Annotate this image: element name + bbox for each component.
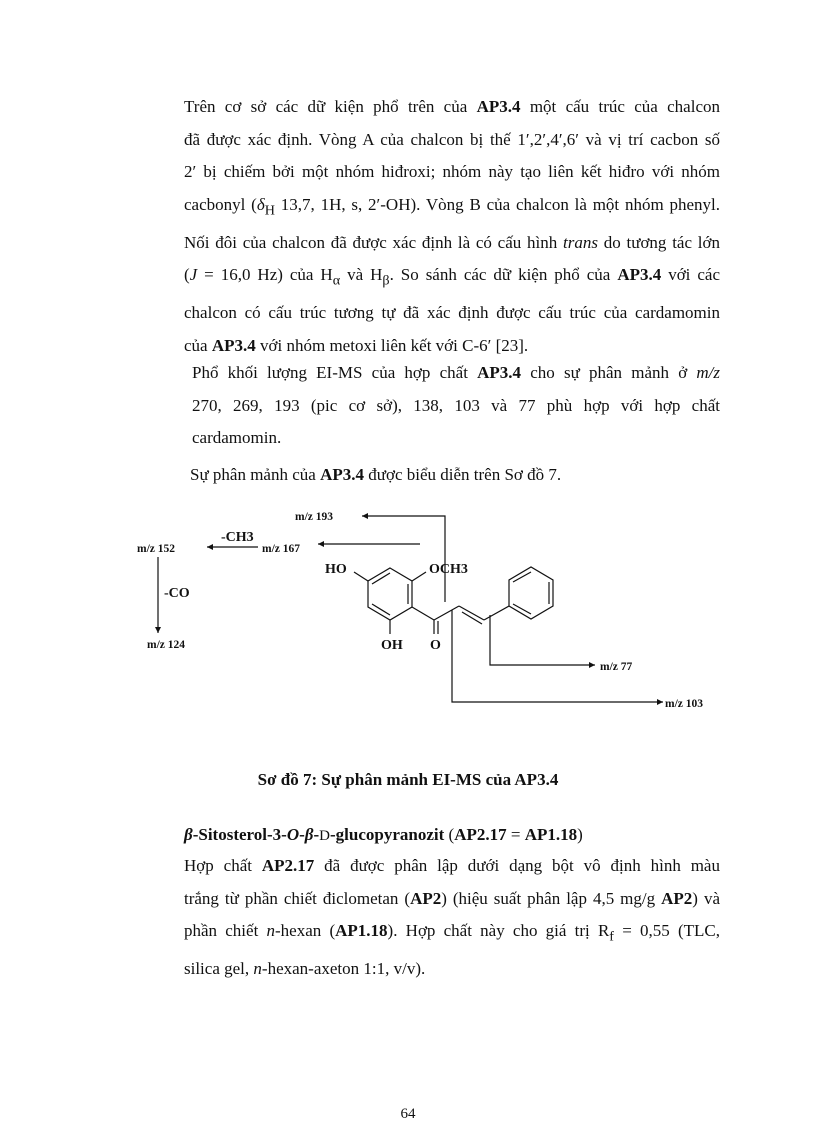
paragraph-structure-chalcon: Trên cơ sở các dữ kiện phổ trên của AP3.4 một cấu trúc của chalcon đã được xác định. Vòng A của chalcon bị thế 1′,2′,4′,6′ và vị trí cacbon số 2′ bị chiếm bởi một nhóm hiđroxi; nhóm này tạo liên kết hiđro với nhóm cacbonyl ($\delta_H$ 13,7, 1H, s, 2′-OH). Vòng B của chalcon là một nhóm phenyl. Nối đôi của chalcon đã được xác định là có cấu hình trans do tương tác lớn (J = 16,0 Hz) của $H_\alpha$ và $H_\beta$. So sánh các dữ kiện phổ của AP3.4 với các chalcon có cấu trúc tương tự đã xác định được cấu trúc của cardamomin của AP3.4 với nhóm metoxi liên kết với C-6′ [23]. (184, 97, 720, 355)
label-oh: OH (381, 638, 403, 653)
label-o: O (430, 638, 441, 653)
label-och3: OCH3 (429, 562, 468, 577)
frag-line-77 (490, 615, 595, 665)
scheme-caption: Sơ đồ 7: Sự phân mảnh EI-MS của AP3.4 (257, 770, 559, 789)
label-loss-co: -CO (164, 586, 190, 601)
paragraph-sitosterol: Hợp chất AP2.17 đã được phân lập dưới dạng bột vô định hình màu trắng từ phần chiết điclometan (AP2) (hiệu suất phân lập 4,5 mg/g AP2) và phần chiết n-hexan (AP1.18). Hợp chất này cho giá trị $R_f = 0,55$ (TLC, silica gel, n-hexan-axeton 1:1, v/v). (184, 856, 720, 979)
frag-line-193 (362, 516, 445, 602)
label-mz124: m/z 124 (147, 639, 186, 651)
ring-a (368, 568, 412, 620)
ring-b (509, 567, 553, 619)
label-mz152: m/z 152 (137, 543, 176, 555)
label-mz103: m/z 103 (665, 698, 704, 710)
scheme-intro-line: Sự phân mảnh của AP3.4 được biểu diễn trên Sơ đồ 7. (190, 465, 562, 484)
label-mz167: m/z 167 (262, 543, 301, 555)
fragmentation-scheme (0, 500, 816, 750)
label-mz193: m/z 193 (295, 511, 334, 523)
paragraph-ei-ms: Phổ khối lượng EI-MS của hợp chất AP3.4 cho sự phân mảnh ở m/z 270, 269, 193 (pic cơ sở), 138, 103 và 77 phù hợp với hợp chất cardamomin. (192, 363, 720, 448)
label-loss-ch3: -CH3 (221, 530, 254, 545)
label-ho: HO (325, 562, 347, 577)
frag-line-103 (452, 610, 663, 702)
label-mz77: m/z 77 (600, 661, 633, 673)
page-number: 64 (400, 1106, 416, 1122)
compound-heading: β-Sitosterol-3-O-β-D-glucopyranozit (AP2.17 = AP1.18) (184, 825, 583, 844)
